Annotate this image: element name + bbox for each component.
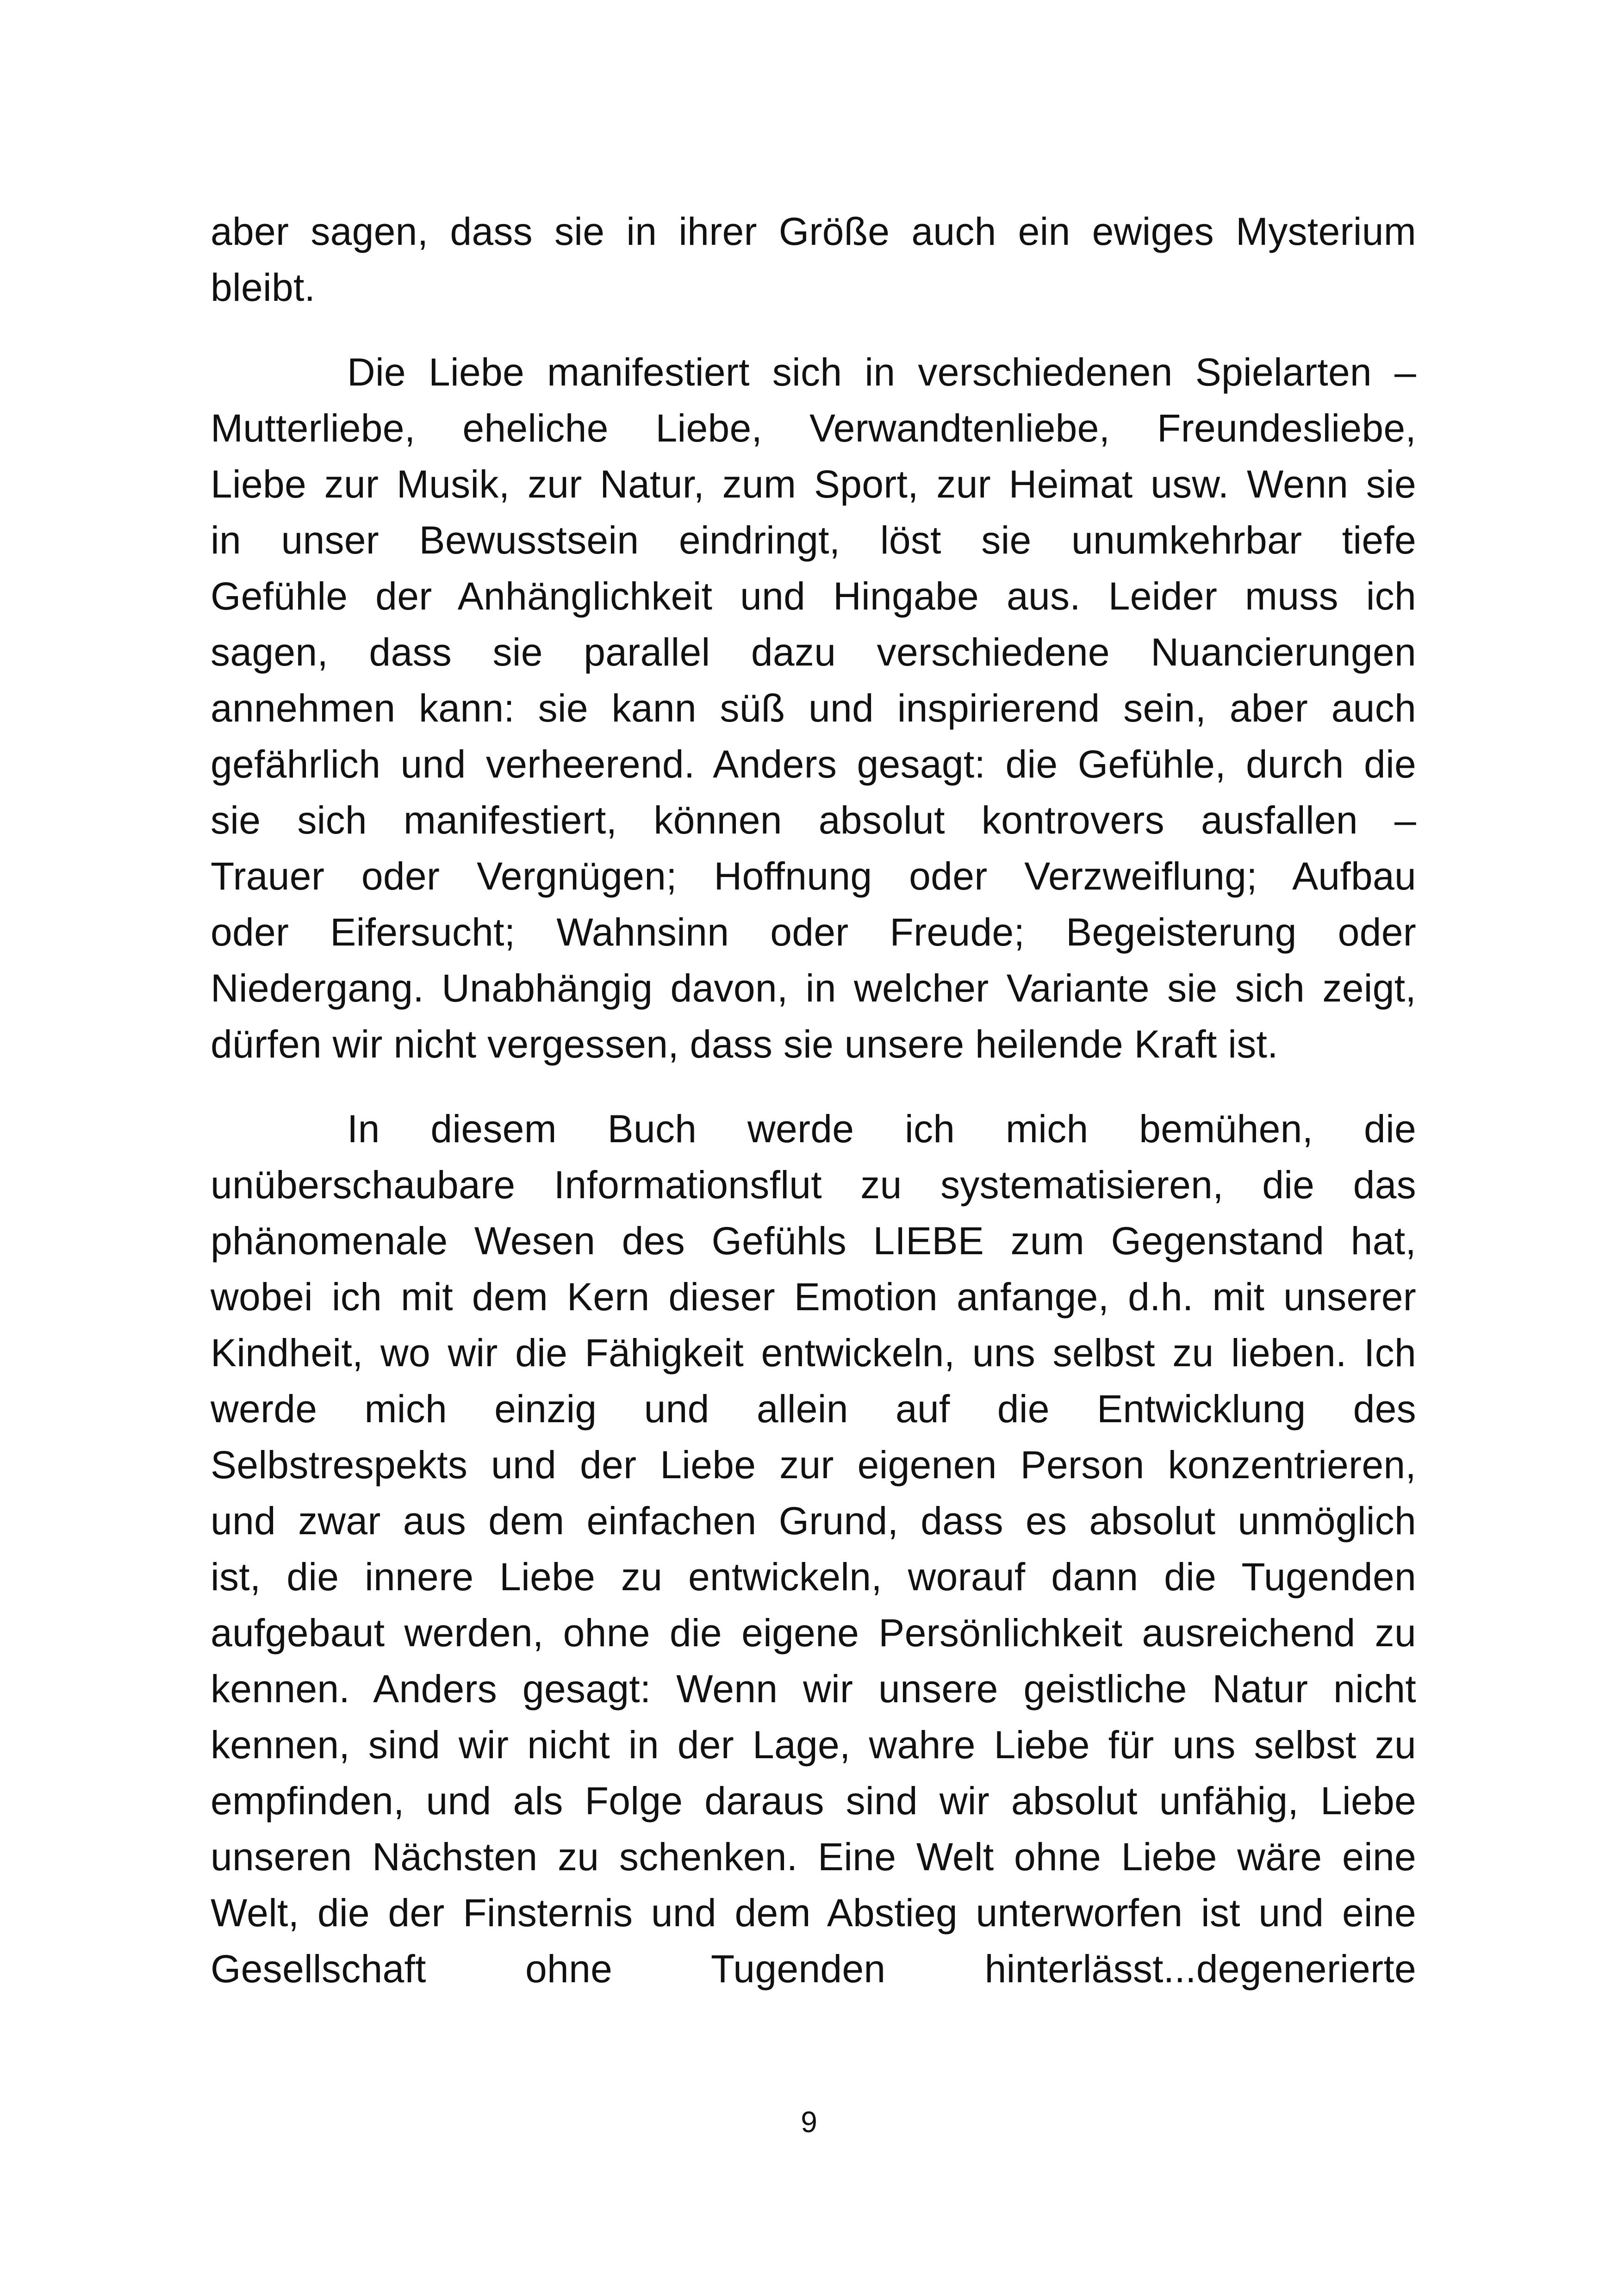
text-line: Welt, die der Finsternis und dem Abstieg unterworfen ist und eine [211,1891,1416,1935]
text-line: In diesem Buch werde ich mich bemühen, die [347,1107,1416,1151]
text-line: aber sagen, dass sie in ihrer Größe auch ein ewiges Mysterium [211,210,1416,253]
text-line: Niedergang. Unabhängig davon, in welcher Variante sie sich zeigt, [211,966,1416,1010]
text-line: unseren Nächsten zu schenken. Eine Welt ohne Liebe wäre eine [211,1835,1416,1879]
text-line: Liebe zur Musik, zur Natur, zum Sport, zur Heimat usw. Wenn sie [211,462,1416,506]
text-line: gefährlich und verheerend. Anders gesagt: die Gefühle, durch die [211,742,1416,786]
text-line: Gefühle der Anhänglichkeit und Hingabe aus. Leider muss ich [211,574,1416,618]
text-line: annehmen kann: sie kann süß und inspirierend sein, aber auch [211,686,1416,730]
text-line: in unser Bewusstsein eindringt, löst sie unumkehrbar tiefe [211,518,1416,562]
text-line: Selbstrespekts und der Liebe zur eigenen Person konzentrieren, [211,1443,1416,1487]
text-line: kennen, sind wir nicht in der Lage, wahre Liebe für uns selbst zu [211,1723,1416,1767]
text-line: bleibt. [211,266,316,309]
paragraph-1 [211,204,1416,316]
text-line: dürfen wir nicht vergessen, dass sie unsere heilende Kraft ist. [211,1022,1278,1066]
text-line: unüberschaubare Informationsflut zu systematisieren, die das [211,1163,1416,1207]
text-line: ist, die innere Liebe zu entwickeln, worauf dann die Tugenden [211,1555,1416,1599]
text-line: Die Liebe manifestiert sich in verschiedenen Spielarten – [347,350,1416,394]
text-line: kennen. Anders gesagt: Wenn wir unsere geistliche Natur nicht [211,1667,1416,1711]
paragraph-3 [211,1101,1416,1997]
text-line: Kindheit, wo wir die Fähigkeit entwickeln, uns selbst zu lieben. Ich [211,1331,1416,1375]
page-number: 9 [801,2105,817,2139]
text-line: Trauer oder Vergnügen; Hoffnung oder Verzweiflung; Aufbau [211,854,1416,898]
text-line: Gesellschaft ohne Tugenden hinterlässt...degenerierte [211,1947,1416,1991]
text-line: aufgebaut werden, ohne die eigene Persönlichkeit ausreichend zu [211,1611,1416,1655]
text-line: Mutterliebe, eheliche Liebe, Verwandtenliebe, Freundesliebe, [211,406,1416,450]
text-line: empfinden, und als Folge daraus sind wir absolut unfähig, Liebe [211,1779,1416,1823]
text-line: oder Eifersucht; Wahnsinn oder Freude; Begeisterung oder [211,910,1416,954]
body-text [211,204,1416,1997]
text-line: wobei ich mit dem Kern dieser Emotion anfange, d.h. mit unserer [211,1275,1416,1319]
text-line: sagen, dass sie parallel dazu verschiedene Nuancierungen [211,630,1416,674]
text-line: werde mich einzig und allein auf die Entwicklung des [211,1387,1416,1431]
paragraph-2 [211,344,1416,1072]
text-line: phänomenale Wesen des Gefühls LIEBE zum Gegenstand hat, [211,1219,1416,1263]
text-line: und zwar aus dem einfachen Grund, dass es absolut unmöglich [211,1499,1416,1543]
text-line: sie sich manifestiert, können absolut kontrovers ausfallen – [211,798,1416,842]
